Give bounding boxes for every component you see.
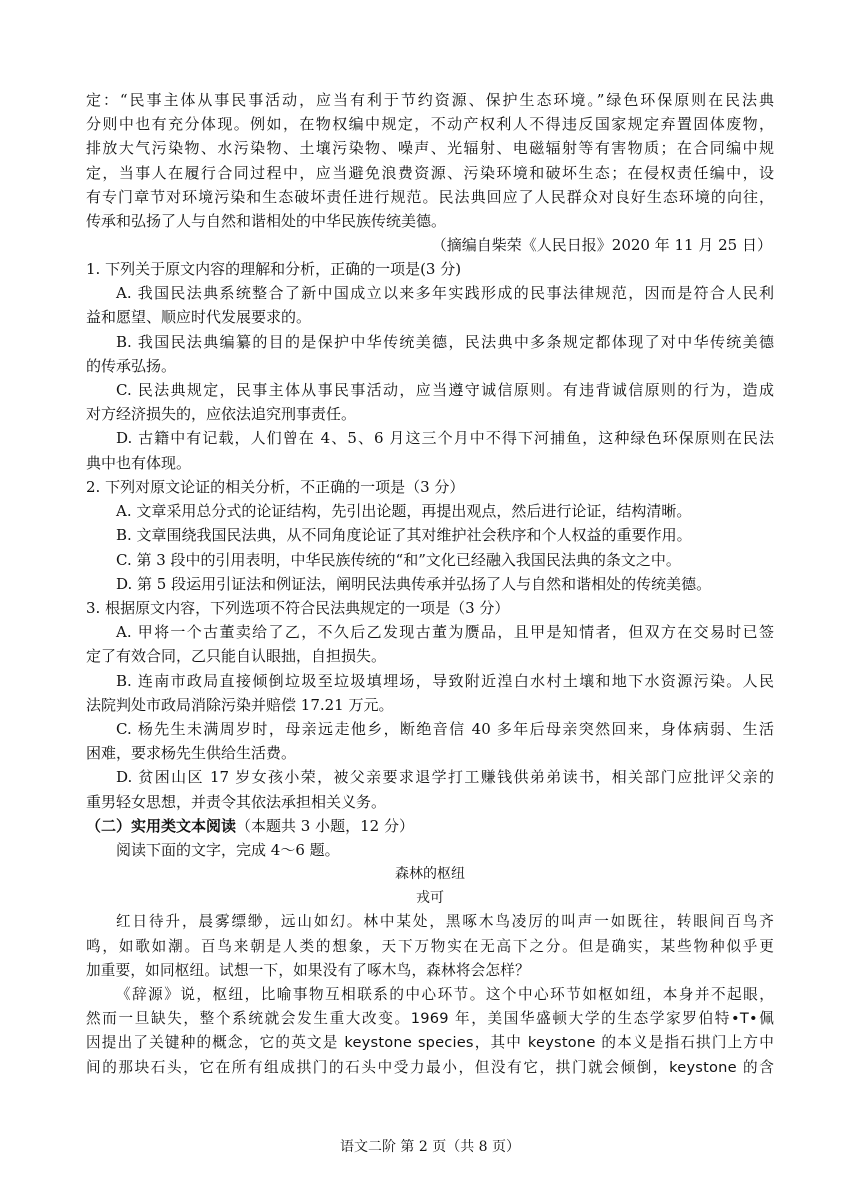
page-footer: 语文二阶 第 2 页（共 8 页） — [339, 1139, 521, 1155]
question-stem: 3. 根据原文内容，下列选项不符合民法典规定的一项是（3 分） — [86, 599, 510, 617]
article-line: 然而一旦缺失，整个系统就会发生重大改变。1969 年，美国华盛顿大学的生态学家罗伯特•T•佩 — [86, 1010, 774, 1028]
option-c: C. 第 3 段中的引用表明，中华民族传统的“和”文化已经融入我国民法典的条文之中。 — [116, 550, 681, 569]
option-d-cont: 重男轻女思想，并责令其依法承担相关义务。 — [86, 792, 387, 811]
option-d: D. 第 5 段运用引证法和例证法，阐明民法典传承并弘扬了人与自然和谐相处的传统美德。 — [116, 574, 712, 593]
text-line: 有专门章节对环境污染和生态破坏责任进行规范。民法典回应了人民群众对良好生态环境的向往， — [86, 187, 774, 206]
option-a: A. 文章采用总分式的论证结构，先引出论题，再提出观点，然后进行论证，结构清晰。 — [116, 502, 692, 521]
section-title: （二）实用类文本阅读 — [86, 817, 237, 835]
article — [86, 862, 774, 1080]
question-1 — [86, 257, 774, 475]
question-3 — [86, 596, 774, 814]
section-heading — [86, 814, 774, 838]
article-line: 鸣，如歌如潮。百鸟来朝是人类的想象，天下万物实在无高下之分。但是确实，某些物种似乎更 — [86, 937, 774, 955]
option-b: B. 连南市政局直接倾倒垃圾至垃圾填埋场，导致附近湟白水村土壤和地下水资源污染。人民 — [116, 671, 774, 690]
option-a-cont: 定了有效合同，乙只能自认眼拙，自担损失。 — [86, 647, 387, 666]
section-instruction: 阅读下面的文字，完成 4～6 题。 — [116, 841, 340, 860]
option-b: B. 我国民法典编纂的目的是保护中华传统美德，民法典中多条规定都体现了对中华传统美德 — [116, 332, 774, 351]
text-line: 传承和弘扬了人与自然和谐相处的中华民族传统美德。 — [86, 211, 447, 230]
article-title: 森林的枢纽 — [395, 866, 465, 882]
question-2 — [86, 475, 774, 596]
question-stem: 1. 下列关于原文内容的理解和分析，正确的一项是(3 分) — [86, 260, 462, 278]
option-c-cont: 困难，要求杨先生供给生活费。 — [86, 744, 297, 763]
text-line: 排放大气污染物、水污染物、土壤污染物、噪声、光辐射、电磁辐射等有害物质；在合同编中规 — [86, 139, 774, 158]
option-a: A. 甲将一个古董卖给了乙，不久后乙发现古董为赝品，且甲是知情者，但双方在交易时已签 — [116, 623, 774, 642]
source-citation: （摘编自柴荣《人民日报》2020 年 11 月 25 日） — [431, 236, 772, 255]
question-stem: 2. 下列对原文论证的相关分析，不正确的一项是（3 分） — [86, 478, 465, 496]
section-note: （本题共 3 小题，12 分） — [236, 817, 414, 835]
top-paragraph — [86, 88, 774, 257]
option-d-cont: 典中也有体现。 — [86, 453, 192, 472]
option-b: B. 文章围绕我国民法典，从不同角度论证了其对维护社会秩序和个人权益的重要作用。 — [116, 526, 692, 545]
article-line: 间的那块石头，它在所有组成拱门的石头中受力最小，但没有它，拱门就会倾倒，keystone 的含 — [86, 1058, 774, 1076]
option-b-cont: 法院判处市政局消除污染并赔偿 17.21 万元。 — [86, 695, 394, 714]
article-author: 戎可 — [416, 890, 444, 907]
option-a-cont: 益和愿望、顺应时代发展要求的。 — [86, 308, 312, 327]
option-c-cont: 对方经济损失的，应依法追究刑事责任。 — [86, 405, 357, 424]
section-2 — [86, 814, 774, 862]
article-line: 红日待升，晨雾缥缈，远山如幻。林中某处，黑啄木鸟凌厉的叫声一如既往，转眼间百鸟齐 — [116, 913, 774, 931]
text-line: 定，当事人在履行合同过程中，应当避免浪费资源、污染环境和破坏生态；在侵权责任编中，设 — [86, 163, 774, 182]
article-line: 加重要，如同枢纽。试想一下，如果没有了啄木鸟，森林将会怎样？ — [86, 961, 530, 979]
text-line: 定：“民事主体从事民事活动，应当有利于节约资源、保护生态环境。”绿色环保原则在民法典 — [86, 91, 774, 109]
option-c: C. 民法典规定，民事主体从事民事活动，应当遵守诚信原则。有违背诚信原则的行为，造成 — [116, 380, 774, 399]
article-line: 《辞源》说，枢纽，比喻事物互相联系的中心环节。这个中心环节如枢如纽，本身并不起眼， — [116, 985, 774, 1003]
text-line: 分则中也有充分体现。例如，在物权编中规定，不动产权利人不得违反国家规定弃置固体废物， — [86, 115, 774, 134]
option-c: C. 杨先生未满周岁时，母亲远走他乡，断绝音信 40 多年后母亲突然回来，身体病弱、生活 — [116, 719, 774, 738]
option-d: D. 贫困山区 17 岁女孩小荣，被父亲要求退学打工赚钱供弟弟读书，相关部门应批评父亲的 — [116, 768, 774, 787]
option-b-cont: 的传承弘扬。 — [86, 356, 177, 375]
article-line: 因提出了关键种的概念，它的英文是 keystone species，其中 keystone 的本义是指石拱门上方中 — [86, 1034, 774, 1052]
option-a: A. 我国民法典系统整合了新中国成立以来多年实践形成的民事法律规范，因而是符合人民利 — [116, 284, 774, 303]
option-d: D. 古籍中有记载，人们曾在 4、5、6 月这三个月中不得下河捕鱼，这种绿色环保原则在民法 — [116, 429, 774, 448]
